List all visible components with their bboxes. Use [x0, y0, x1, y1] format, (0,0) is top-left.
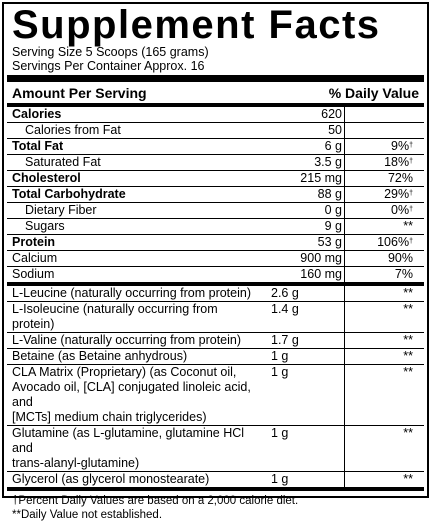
nutrient-amount: 215 mg [259, 171, 345, 186]
ingredient-row [7, 286, 424, 302]
footnotes [4, 491, 427, 522]
nutrient-name: Cholesterol [12, 171, 81, 185]
ingredient-name [7, 349, 259, 364]
nutrient-name: Calcium [12, 251, 58, 265]
nutrient-row [7, 219, 424, 235]
ingredient-name-line: Glutamine (as L-glutamine, glutamine HCl and [12, 426, 245, 455]
serving-size: Serving Size 5 Scoops (165 grams) [12, 45, 209, 59]
ingredient-amount: 1 g [259, 349, 345, 364]
servings-per-container: Servings Per Container Approx. 16 [12, 59, 205, 73]
nutrient-row [7, 139, 424, 155]
daily-value-text: ** [403, 219, 413, 233]
ingredient-daily-value: ** [403, 333, 413, 347]
daily-value-text: 18% [384, 155, 410, 169]
nutrient-amount: 50 [259, 123, 345, 138]
nutrient-daily-value [345, 107, 416, 122]
nutrient-row [7, 251, 424, 267]
nutrient-row [7, 235, 424, 251]
ingredient-daily-value: ** [403, 286, 413, 300]
ingredient-name-line: [MCTs] medium chain triglycerides) [12, 410, 207, 424]
ingredient-name-line: CLA Matrix (Proprietary) (as Coconut oil, [12, 365, 237, 379]
dagger-mark: † [409, 190, 413, 197]
ingredient-name [7, 333, 259, 348]
amount-per-serving-header: Amount Per Serving [12, 85, 147, 101]
daily-value-text: 0% [391, 203, 410, 217]
nutrient-daily-value [345, 267, 416, 282]
footnote-not-established: **Daily Value not established. [12, 509, 163, 521]
ingredient-daily-value: ** [403, 349, 413, 363]
daily-value-text: 7% [394, 267, 413, 281]
daily-value-text: 29% [384, 187, 410, 201]
ingredient-amount: 1 g [259, 472, 345, 487]
nutrient-name: Dietary Fiber [25, 203, 97, 217]
nutrient-daily-value [345, 187, 416, 202]
ingredient-name [7, 472, 259, 487]
nutrient-table [4, 107, 427, 282]
dagger-mark: † [409, 238, 413, 245]
nutrient-row [7, 187, 424, 203]
daily-value-text: 106% [377, 235, 410, 249]
ingredient-row [7, 333, 424, 349]
nutrient-amount: 0 g [259, 203, 345, 218]
thick-divider [7, 75, 424, 82]
nutrient-daily-value [345, 139, 416, 154]
daily-value-text: 72% [387, 171, 413, 185]
nutrient-amount: 9 g [259, 219, 345, 234]
nutrient-daily-value [345, 123, 416, 138]
nutrient-amount: 6 g [259, 139, 345, 154]
ingredient-name [7, 365, 259, 425]
nutrient-row [7, 267, 424, 282]
dagger-mark: † [409, 158, 413, 165]
daily-value-header: % Daily Value [328, 85, 419, 101]
ingredient-row [7, 472, 424, 487]
ingredient-name-line: L-Leucine (naturally occurring from protein) [12, 286, 251, 300]
nutrient-daily-value [345, 235, 416, 250]
ingredient-name [7, 426, 259, 471]
nutrient-daily-value [345, 171, 416, 186]
daily-value-text: 90% [387, 251, 413, 265]
ingredient-name-line: Glycerol (as glycerol monostearate) [12, 472, 210, 486]
nutrient-row [7, 171, 424, 187]
ingredient-amount: 1 g [259, 365, 345, 425]
nutrient-name: Total Fat [12, 139, 64, 153]
ingredient-amount: 1.4 g [259, 302, 345, 332]
ingredient-name-line: L-Isoleucine (naturally occurring from protein) [12, 302, 218, 331]
ingredient-name [7, 286, 259, 301]
ingredient-table [4, 286, 427, 487]
ingredient-daily-value: ** [403, 426, 413, 440]
nutrient-daily-value [345, 155, 416, 170]
ingredient-row [7, 349, 424, 365]
ingredient-amount: 2.6 g [259, 286, 345, 301]
ingredient-name [7, 302, 259, 332]
nutrient-row [7, 155, 424, 171]
ingredient-name-line: Betaine (as Betaine anhydrous) [12, 349, 188, 363]
ingredient-daily-value: ** [403, 472, 413, 486]
ingredient-amount: 1 g [259, 426, 345, 471]
nutrient-amount: 160 mg [259, 267, 345, 282]
ingredient-daily-value: ** [403, 365, 413, 379]
dagger-mark: † [409, 206, 413, 213]
nutrient-name: Calories [12, 107, 62, 121]
ingredient-row [7, 302, 424, 333]
nutrient-row [7, 123, 424, 139]
nutrient-name: Sodium [12, 267, 55, 281]
column-header [4, 82, 427, 103]
panel-title: Supplement Facts [12, 3, 381, 47]
nutrient-name: Sugars [25, 219, 65, 233]
nutrient-name: Saturated Fat [25, 155, 101, 169]
dagger-mark: † [409, 142, 413, 149]
nutrient-amount: 88 g [259, 187, 345, 202]
nutrient-amount: 900 mg [259, 251, 345, 266]
ingredient-name-line: trans-alanyl-glutamine) [12, 456, 140, 470]
nutrient-amount: 620 [259, 107, 345, 122]
ingredient-name-line: L-Valine (naturally occurring from protein) [12, 333, 242, 347]
ingredient-row [7, 426, 424, 472]
nutrient-daily-value [345, 251, 416, 266]
nutrient-name: Calories from Fat [25, 123, 121, 137]
nutrient-daily-value [345, 219, 416, 234]
nutrient-amount: 3.5 g [259, 155, 345, 170]
nutrient-name: Protein [12, 235, 56, 249]
nutrient-row [7, 203, 424, 219]
nutrient-daily-value [345, 203, 416, 218]
daily-value-text: 9% [391, 139, 410, 153]
ingredient-row [7, 365, 424, 426]
ingredient-amount: 1.7 g [259, 333, 345, 348]
footnote-daily-values: †Percent Daily Values are based on a 2,000 calorie diet. [12, 495, 299, 507]
ingredient-name-line: Avocado oil, [CLA] conjugated linoleic acid, and [12, 380, 251, 409]
ingredient-daily-value: ** [403, 302, 413, 316]
nutrient-name: Total Carbohydrate [12, 187, 126, 201]
nutrient-amount: 53 g [259, 235, 345, 250]
supplement-facts-panel [2, 2, 429, 521]
nutrient-row [7, 107, 424, 123]
